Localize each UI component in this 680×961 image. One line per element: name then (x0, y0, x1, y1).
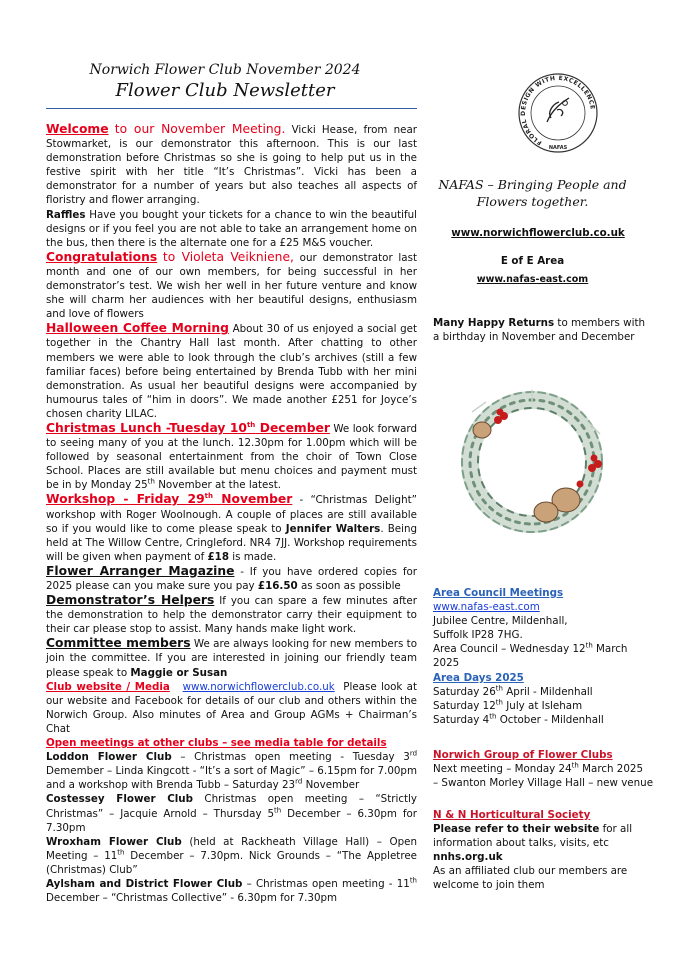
congratulations-heading: Congratulations (46, 249, 158, 264)
logo-ring-text: FLORAL DESIGN WITH EXCELLENCE (520, 74, 596, 147)
helpers-body: If you can spare a few minutes after the demonstration to help the demonstrator carry their equipment to their car please stop to assist. Many hands make light work. (46, 595, 417, 636)
area-day-3-a: Saturday 4 (433, 713, 490, 726)
birthday-body: to members with a birthday in November and December (433, 317, 646, 344)
area-day-1-b: April - Mildenhall (506, 685, 593, 698)
lunch-heading-b: December (259, 420, 330, 435)
aylsham-text-a: – Christmas open meeting - 11 (246, 877, 410, 890)
area-council-line-1: Jubilee Centre, Mildenhall, (433, 615, 568, 628)
horticultural-body (433, 822, 647, 850)
birthday-section (433, 316, 651, 344)
lunch-section (46, 421, 417, 492)
costessey-text-a: Christmas open meeting – “Strictly Christmas” – Jacquie Arnold – Thursday 5 (46, 793, 418, 820)
workshop-price: £18 (207, 550, 229, 563)
aylsham-name: Aylsham and District Flower Club (46, 877, 243, 890)
lunch-body-a: We look forward to seeing many of you at the lunch. 12.30pm for 1.00pm which will be followed by seasonal entertainment from the choir of Town Close School. Places are still available but menu choices and payment must be in by Monday 25 (46, 422, 418, 492)
helpers-section (46, 593, 417, 636)
area-day-3-sup: th (489, 712, 497, 721)
welcome-heading-rest: to our November Meeting. (114, 122, 286, 136)
area-day-2-a: Saturday 12 (433, 699, 496, 712)
horticultural-text-2: As an affiliated club our members are welcome to join them (433, 865, 628, 892)
website-section (46, 680, 417, 736)
workshop-body-b: . Being held at The Willow Centre, Cringleford. NR4 7JJ. Workshop requirements will be given when payment of (46, 522, 418, 563)
nafas-tagline: NAFAS – Bringing People and Flowers together. (438, 177, 627, 209)
halloween-body: About 30 of us enjoyed a social get together in the Chantry Hall last month. After chatting to other members we were able to look through the club’s archives (still a few familiar faces) before being entertained by Brenda Tubb with her mini demonstration. As usual her beautiful designs were accompanied by humourus tales of “him in doors”. We made another £251 for Joyce’s chosen charity LILAC. (46, 323, 417, 420)
loddon-text-a: – Christmas open meeting - Tuesday 3 (180, 751, 410, 764)
area-council-url[interactable]: www.nafas-east.com (433, 601, 540, 614)
norwich-group-section (433, 748, 655, 790)
norwich-group-date-b: March 2025 (582, 763, 643, 776)
area-day-2-sup: th (495, 698, 503, 707)
magazine-body-a: - If you have ordered copies for 2025 please can you make sure you pay (46, 565, 417, 592)
welcome-section (46, 122, 417, 208)
website-body: Please look at our website and Facebook for details of our club and others within the Norwich Group. Also minutes of Area and Group AGMs + Chairman’s Chat (46, 680, 417, 735)
area-day-2 (433, 699, 655, 713)
welcome-body: Vicki Hease, from near Stowmarket, is our demonstrator this afternoon. This is our last demonstration before Christmas so she is going to help put us in the festive spirit with her title “It’s Christmas”. Vicki has been a demonstrator for a number of years but also teaches all aspects of floristry and flower arranging. (46, 124, 418, 207)
costessey-sup: th (274, 806, 282, 815)
workshop-body-c: is made. (232, 550, 277, 563)
logo-bottom-text: NAFAS (548, 145, 568, 151)
aylsham-text-b: December – “Christmas Collective” - 6.30pm for 7.30pm (46, 892, 338, 905)
magazine-section (46, 564, 417, 593)
loddon-sup-2: rd (295, 777, 303, 786)
committee-heading: Committee members (46, 636, 191, 651)
horticultural-heading: N & N Horticultural Society (433, 809, 591, 821)
area-label: E of E Area (500, 255, 565, 267)
workshop-contact-name: Jennifer Walters (285, 522, 381, 535)
costessey-text-b: December – 6.30pm for 7.30pm (46, 807, 418, 834)
magazine-heading: Flower Arranger Magazine (46, 563, 235, 578)
congratulations-section (46, 250, 417, 321)
lunch-body-b: November at the latest. (158, 479, 282, 492)
loddon-sup-1: rd (409, 749, 418, 758)
workshop-heading-b: November (221, 492, 293, 507)
horticultural-section (433, 808, 647, 893)
club-url[interactable]: www.norwichflowerclub.co.uk (451, 227, 625, 239)
lunch-heading-sup: th (246, 420, 256, 429)
aylsham-item (46, 877, 417, 905)
area-day-3 (433, 713, 655, 727)
birthday-heading: Many Happy Returns (433, 317, 555, 329)
area-day-2-b: July at Isleham (506, 699, 583, 712)
christmas-wreath-image (442, 372, 622, 552)
magazine-price: £16.50 (257, 580, 298, 592)
area-day-1-a: Saturday 26 (433, 685, 496, 698)
loddon-text-c: November (305, 779, 360, 792)
lunch-body-sup: th (147, 477, 155, 486)
raffles-heading: Raffles (46, 208, 86, 221)
raffles-body: Have you bought your tickets for a chance to win the beautiful designs or if you feel you are not able to take an arrangement home on the bus, then there is the alternate one for a £25 M&S voucher. (46, 208, 418, 249)
wroxham-sup: th (117, 848, 125, 857)
area-days-heading: Area Days 2025 (433, 671, 524, 684)
congratulations-body: our demonstrator last month and one of our own members, for being successful in her demonstrator’s test. We wish her well in her future venture and know she will charm her audiences with her beautiful designs, enthusiasm and love of flowers (46, 251, 417, 321)
left-column (46, 122, 417, 905)
nafas-logo (517, 72, 599, 154)
wroxham-item (46, 835, 417, 877)
open-meetings-heading-row (46, 736, 417, 750)
area-day-3-b: October - Mildenhall (499, 713, 604, 726)
area-council-line-3 (433, 642, 655, 670)
newsletter-title: Flower Club Newsletter (115, 80, 335, 101)
website-link[interactable]: www.norwichflowerclub.co.uk (182, 680, 335, 693)
loddon-item (46, 750, 417, 792)
norwich-group-heading: Norwich Group of Flower Clubs (433, 749, 613, 761)
committee-body: We are always looking for new members to join the committee. If you are interested in joining our friendly team please speak to (46, 638, 418, 679)
area-council-date-a: Area Council – Wednesday 12 (433, 643, 586, 656)
area-council-line-2: Suffolk IP28 7HG. (433, 629, 523, 642)
horticultural-text-1: for all information about talks, visits, etc (433, 823, 633, 850)
loddon-text-b: Demember – Linda Kingcott - “It’s a sort of Magic” – 6.15pm for 7.00pm and a workshop with Brenda Tubb – Saturday 23 (46, 765, 417, 792)
horticultural-bold: Please refer to their website (433, 823, 600, 836)
workshop-body-a: - “Christmas Delight” workshop with Roger Woolnough. A couple of places are still available so if you would like to come please speak to (46, 494, 417, 535)
area-council-heading: Area Council Meetings (433, 587, 564, 599)
norwich-group-date-sup: th (571, 761, 579, 770)
congratulations-heading-rest: to Violeta Veikniene, (162, 249, 294, 264)
norwich-group-line-2: – Swanton Morley Village Hall – new venue (433, 777, 654, 790)
costessey-item (46, 792, 417, 834)
workshop-heading (46, 492, 292, 506)
lunch-heading-a: Christmas Lunch -Tuesday 10 (46, 420, 247, 435)
area-url[interactable]: www.nafas-east.com (476, 274, 589, 285)
website-heading: Club website / Media (46, 680, 170, 693)
area-council-section (433, 586, 655, 727)
committee-names: Maggie or Susan (130, 666, 228, 679)
norwich-group-date-a: Next meeting – Monday 24 (433, 763, 572, 776)
helpers-heading: Demonstrator’s Helpers (46, 593, 215, 608)
halloween-heading: Halloween Coffee Morning (46, 321, 229, 336)
norwich-group-line-1 (433, 762, 655, 776)
wroxham-text-a: (held at Rackheath Village Hall) – Open Meeting – 11 (46, 835, 417, 862)
newsletter-date-line: Norwich Flower Club November 2024 (89, 62, 361, 78)
area-day-1-sup: th (495, 684, 503, 693)
halloween-section (46, 321, 417, 421)
costessey-name: Costessey Flower Club (46, 793, 194, 806)
workshop-heading-a: Workshop - Friday 29 (46, 492, 205, 507)
wroxham-text-b: December – 7.30pm. Nick Grounds – “The Appletree (Christmas) Club” (46, 849, 417, 876)
workshop-section (46, 492, 417, 563)
area-council-date-b: March 2025 (433, 643, 628, 670)
magazine-body-b: as soon as possible (300, 580, 401, 592)
welcome-heading: Welcome (46, 122, 109, 136)
lunch-heading (46, 421, 330, 435)
area-council-date-sup: th (585, 641, 593, 650)
horticultural-url[interactable]: nnhs.org.uk (433, 851, 503, 864)
header-rule (46, 108, 417, 109)
loddon-name: Loddon Flower Club (46, 751, 172, 764)
workshop-heading-sup: th (204, 492, 213, 501)
aylsham-sup: th (409, 876, 417, 885)
committee-section (46, 636, 417, 679)
wroxham-name: Wroxham Flower Club (46, 835, 182, 848)
raffles-section (46, 208, 417, 250)
open-meetings-heading: Open meetings at other clubs – see media table for details (46, 737, 387, 750)
area-day-1 (433, 685, 655, 699)
